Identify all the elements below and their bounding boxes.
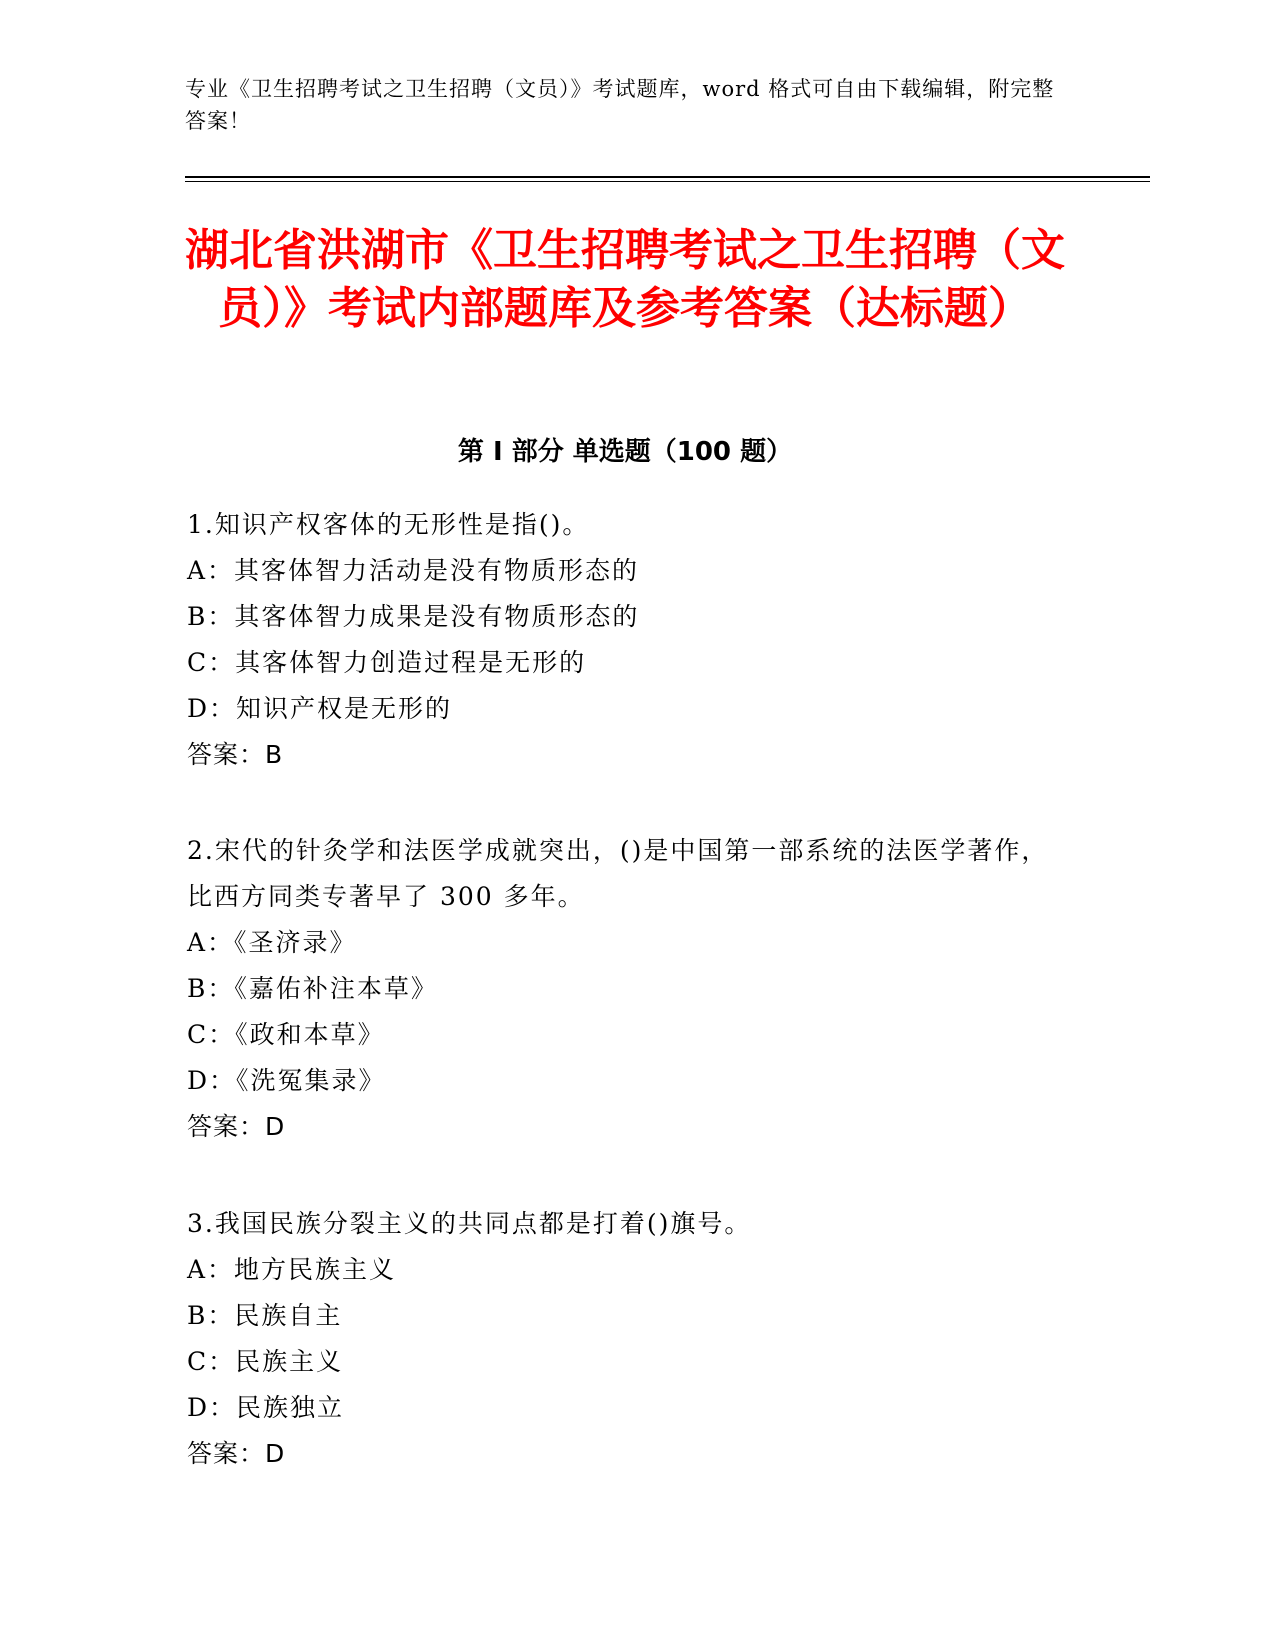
header-note: 专业《卫生招聘考试之卫生招聘（文员）》考试题库，word 格式可自由下载编辑，附完整答案！ xyxy=(185,77,1055,133)
option-a: A：地方民族主义 xyxy=(187,1255,397,1284)
option-c: C：民族主义 xyxy=(187,1347,344,1376)
question-item xyxy=(187,1201,1067,1477)
option-c: C：《政和本草》 xyxy=(187,1020,385,1049)
option-c: C：其客体智力创造过程是无形的 xyxy=(187,648,587,677)
answer-label: 答案：D xyxy=(187,1439,286,1468)
option-d: D：知识产权是无形的 xyxy=(187,694,453,723)
section-heading: 第 I 部分 单选题（100 题） xyxy=(457,437,793,467)
option-a: A：《圣济录》 xyxy=(187,928,357,957)
question-stem: 3.我国民族分裂主义的共同点都是打着()旗号。 xyxy=(187,1209,752,1238)
option-b: B：《嘉佑补注本草》 xyxy=(187,974,438,1003)
option-a: A：其客体智力活动是没有物质形态的 xyxy=(187,556,640,585)
document-title: 湖北省洪湖市《卫生招聘考试之卫生招聘（文员）》考试内部题库及参考答案（达标题） xyxy=(185,225,1065,334)
answer-label: 答案：D xyxy=(187,1112,286,1141)
question-stem: 1.知识产权客体的无形性是指()。 xyxy=(187,510,590,539)
option-d: D：民族独立 xyxy=(187,1393,345,1422)
option-b: B：其客体智力成果是没有物质形态的 xyxy=(187,602,640,631)
question-stem: 2.宋代的针灸学和法医学成就突出，()是中国第一部系统的法医学著作，比西方同类专著早了 300 多年。 xyxy=(187,836,1049,911)
option-d: D：《洗冤集录》 xyxy=(187,1066,386,1095)
option-b: B：民族自主 xyxy=(187,1301,343,1330)
question-item xyxy=(187,828,1067,1150)
answer-label: 答案：B xyxy=(187,740,284,769)
question-item xyxy=(187,502,1067,778)
header-rule-thin xyxy=(185,181,1150,182)
header-rule-thick xyxy=(185,176,1150,178)
